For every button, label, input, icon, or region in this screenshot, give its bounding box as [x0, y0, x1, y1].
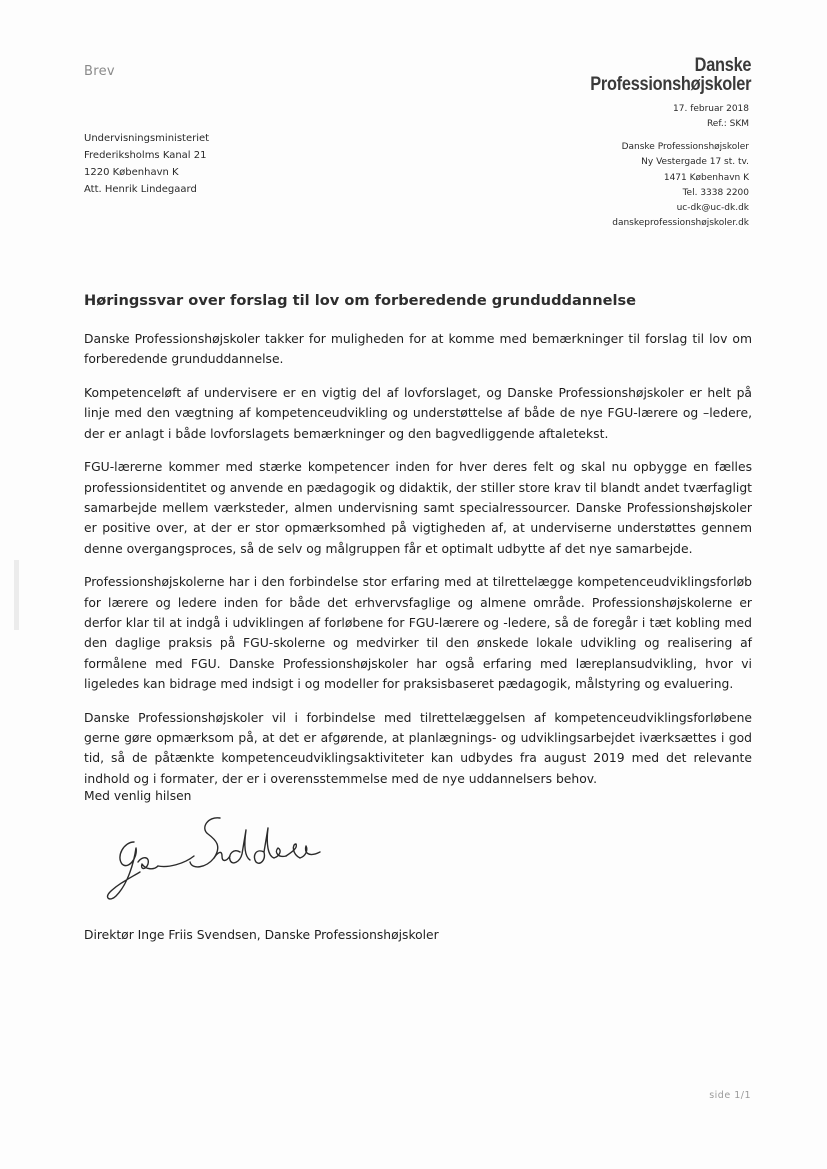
recipient-line: Att. Henrik Lindegaard — [84, 184, 197, 195]
sender-address — [612, 140, 749, 232]
recipient-line: Undervisningsministeriet — [84, 133, 210, 144]
letter-body — [84, 329, 752, 802]
recipient-address — [84, 130, 209, 198]
logo-line-2: Professionshøjskoler — [589, 74, 751, 95]
letter-subject: Høringssvar over forslag til lov om forberedende grunduddannelse — [84, 292, 637, 309]
sender-phone: Tel. 3338 2200 — [682, 187, 749, 198]
letter-date: 17. februar 2018 — [673, 104, 749, 114]
letter-meta — [673, 102, 749, 132]
body-paragraph: Danske Professionshøjskoler takker for muligheden for at komme med bemærkninger til forslag til lov om forberedende grunduddannelse. — [84, 332, 752, 367]
sender-email: uc-dk@uc-dk.dk — [676, 203, 749, 214]
signatory-name: Direktør Inge Friis Svendsen, Danske Professionshøjskoler — [84, 928, 439, 942]
body-paragraph: Kompetenceløft af undervisere er en vigtig del af lovforslaget, og Danske Professionshøjskoler er helt på linje med den vægtning af kompetenceudvikling og understøttelse af både de nye FGU-lærere og –ledere, der er anlagt i både lovforslagets bemærkninger og den bagvedliggende aftaletekst. — [84, 386, 752, 441]
scan-edge-mark — [14, 560, 19, 630]
recipient-line: Frederiksholms Kanal 21 — [84, 150, 207, 161]
body-paragraph: Professionshøjskolerne har i den forbindelse stor erfaring med at tilrettelægge kompetenceudviklingsforløb for lærere og ledere inden for både det erhvervsfaglige og almene område. Professionshøjskolerne er derfor klar til at indgå i udviklingen af forløbene for FGU-lærere og -ledere, så de foregår i tæt kobling med den daglige praksis på FGU-skolerne og medvirker til den ønskede lokale udvikling og realisering af formålene med FGU. Danske Professionshøjskoler har også erfaring med læreplansudvikling, hvor vi ligeledes kan bidrage med indsigt i og modeller for praksisbaseret pædagogik, målstyring og evaluering. — [84, 575, 752, 691]
closing-salutation: Med venlig hilsen — [84, 789, 192, 803]
organization-logo — [590, 56, 751, 94]
document-type-label: Brev — [84, 64, 115, 79]
sender-website: danskeprofessionshøjskoler.dk — [612, 218, 749, 229]
page-number: side 1/1 — [709, 1090, 751, 1101]
sender-name: Danske Professionshøjskoler — [621, 142, 749, 152]
letter-reference: Ref.: SKM — [706, 119, 749, 129]
sender-street: Ny Vestergade 17 st. tv. — [641, 157, 749, 168]
recipient-line: 1220 København K — [84, 167, 179, 178]
body-paragraph: Danske Professionshøjskoler vil i forbindelse med tilrettelæggelsen af kompetenceudviklingsforløbene gerne gøre opmærksom på, at det er afgørende, at planlægnings- og udviklingsarbejdet iværksættes i god tid, så de påtænkte kompetenceudviklingsaktiviteter kan udbydes fra august 2019 med det relevante indhold og i formater, der er i overensstemmelse med de nye uddannelsers behov. — [84, 710, 752, 786]
body-paragraph: FGU-lærerne kommer med stærke kompetencer inden for hver deres felt og skal nu opbygge en fælles professionsidentitet og anvende en pædagogik og didaktik, der stiller store krav til blandt andet tværfagligt samarbejde mellem værksteder, almen undervisning samt specialressourcer. Danske Professionshøjskoler er positive over, at der er stor opmærksomhed på vigtigheden af, at underviserne understøttes gennem denne overgangsproces, så de selv og målgruppen får et optimalt udbytte af det nye samarbejde. — [84, 460, 752, 556]
sender-city: 1471 København K — [663, 172, 749, 183]
handwritten-signature — [94, 812, 334, 911]
logo-line-1: Danske — [694, 55, 751, 76]
